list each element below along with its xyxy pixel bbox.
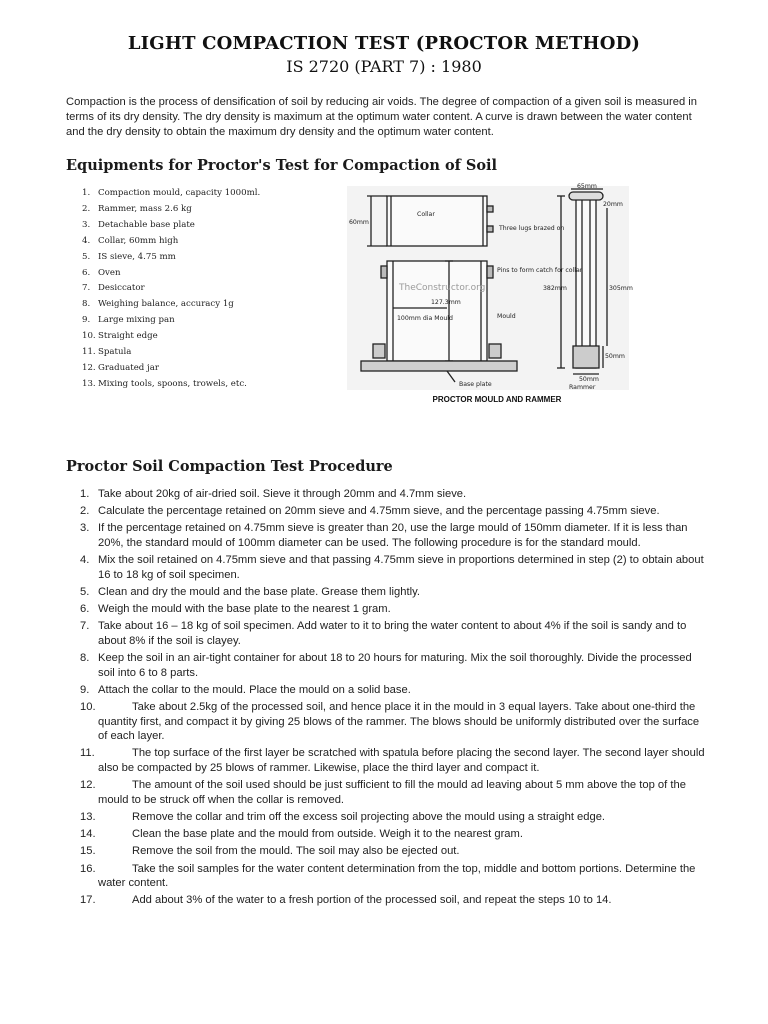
label-mould: Mould [497, 313, 516, 320]
watermark-text: TheConstructor.org [399, 283, 486, 293]
list-item: 14. Clean the base plate and the mould from outside. Weigh it to the nearest gram. [80, 828, 523, 841]
intro-paragraph: Compaction is the process of densification of soil by reducing air voids. The degree of compaction of a given soil is measured in terms of its dry density. The dry density is maximum at the optimum water content. A curve is drawn between the water content and the dry density to obtain the maximum dry density and the optimum water content. [66, 96, 697, 138]
list-item: 4. Mix the soil retained on 4.75mm sieve and that passing 4.75mm sieve in proportions determined in step (2) to obtain about 16 to 18 kg of soil specimen. [80, 554, 704, 581]
label-three-lugs: Three lugs brazed on [499, 225, 565, 232]
list-item: 1. Take about 20kg of air-dried soil. Sieve it through 20mm and 4.7mm sieve. [80, 488, 467, 500]
label-mould-dia: 100mm dia Mould [397, 315, 453, 322]
mould-shape [387, 261, 487, 361]
list-item: 10. Take about 2.5kg of the processed soil, and hence place it in the mould in 3 equal layers. Take about one-third the quantity first, and compact it by giving 25 blows of the rammer. The blows should be uniformly distributed over the surface of each layer. [80, 701, 700, 743]
proctor-mould-rammer-diagram [347, 183, 633, 391]
list-item: 5. IS sieve, 4.75 mm [82, 251, 176, 262]
label-65mm: 65mm [577, 183, 597, 190]
list-item: 17. Add about 3% of the water to a fresh portion of the processed soil, and repeat the steps 10 to 14. [80, 894, 612, 907]
list-item: 10. Straight edge [82, 331, 158, 342]
label-base-plate: Base plate [459, 381, 492, 388]
list-item: 3. If the percentage retained on 4.75mm sieve is greater than 20, use the large mould of 150mm diameter. If it is less than 20%, the standard mould of 100mm diameter can be used. The following procedure is for the standard mould. [80, 522, 688, 549]
base-plate-shape [361, 361, 517, 371]
procedure-heading: Proctor Soil Compaction Test Procedure [66, 458, 393, 475]
list-item: 7. Desiccator [82, 283, 145, 294]
list-item: 9. Large mixing pan [82, 315, 175, 326]
label-collar: Collar [417, 211, 435, 218]
list-item: 6. Weigh the mould with the base plate to the nearest 1 gram. [80, 603, 391, 616]
list-item: 8. Weighing balance, accuracy 1g [82, 299, 234, 310]
list-item: 1. Compaction mould, capacity 1000ml. [82, 188, 261, 198]
label-50mm-side: 50mm [605, 353, 625, 360]
rammer-shape [576, 198, 596, 368]
list-item: 13. Mixing tools, spoons, trowels, etc. [82, 378, 247, 389]
document-subtitle: IS 2720 (PART 7) : 1980 [286, 57, 482, 76]
list-item: 2. Calculate the percentage retained on 20mm sieve and 4.75mm sieve, and the percentage passing 4.75mm sieve. [80, 505, 660, 518]
list-item: 16. Take the soil samples for the water content determination from the top, middle and bottom portions. Determine the water content. [80, 862, 696, 890]
list-item: 5. Clean and dry the mould and the base plate. Grease them lightly. [80, 585, 420, 598]
list-item: 2. Rammer, mass 2.6 kg [82, 203, 192, 214]
label-382mm: 382mm [543, 285, 567, 292]
list-item: 12. The amount of the soil used should be just sufficient to fill the mould ad leaving about 5 mm above the top of the mould to be struck off when the collar is removed. [80, 779, 686, 806]
label-rammer: Rammer [569, 384, 596, 391]
document-title: LIGHT COMPACTION TEST (PROCTOR METHOD) [127, 33, 641, 54]
list-item: 15. Remove the soil from the mould. The soil may also be ejected out. [80, 845, 460, 858]
label-305mm: 305mm [609, 285, 633, 292]
list-item: 7. Take about 16 – 18 kg of soil specimen. Add water to it to bring the water content to about 4% if the soil is sandy and to about 8% if the soil is clayey. [80, 620, 687, 647]
list-item: 11. Spatula [82, 347, 132, 358]
equipment-list [82, 186, 260, 393]
label-pins: Pins to form catch for collar [497, 267, 583, 274]
list-item: 11. The top surface of the first layer be scratched with spatula before placing the second layer. The second layer should also be compacted by 25 blows of rammer. Likewise, place the third layer and compact it. [80, 747, 705, 775]
equipment-heading: Equipments for Proctor's Test for Compaction of Soil [66, 157, 498, 174]
list-item: 12. Graduated jar [82, 362, 159, 373]
list-item: 8. Keep the soil in an air-tight container for about 18 to 20 hours for maturing. Mix the soil thoroughly. Divide the processed soil into 6 to 8 parts. [80, 652, 692, 679]
label-60mm: 60mm [349, 219, 369, 226]
list-item: 9. Attach the collar to the mould. Place the mould on a solid base. [80, 683, 411, 696]
list-item: 3. Detachable base plate [82, 219, 195, 230]
collar-shape [387, 196, 487, 246]
label-20mm: 20mm [603, 201, 623, 208]
list-item: 4. Collar, 60mm high [82, 235, 179, 246]
procedure-list [80, 487, 706, 911]
label-127mm: 127.3mm [431, 299, 461, 306]
list-item: 6. Oven [82, 267, 121, 278]
label-50mm-bottom: 50mm [579, 376, 599, 383]
figure-caption: PROCTOR MOULD AND RAMMER [432, 395, 562, 404]
list-item: 13. Remove the collar and trim off the excess soil projecting above the mould using a straight edge. [80, 811, 606, 823]
